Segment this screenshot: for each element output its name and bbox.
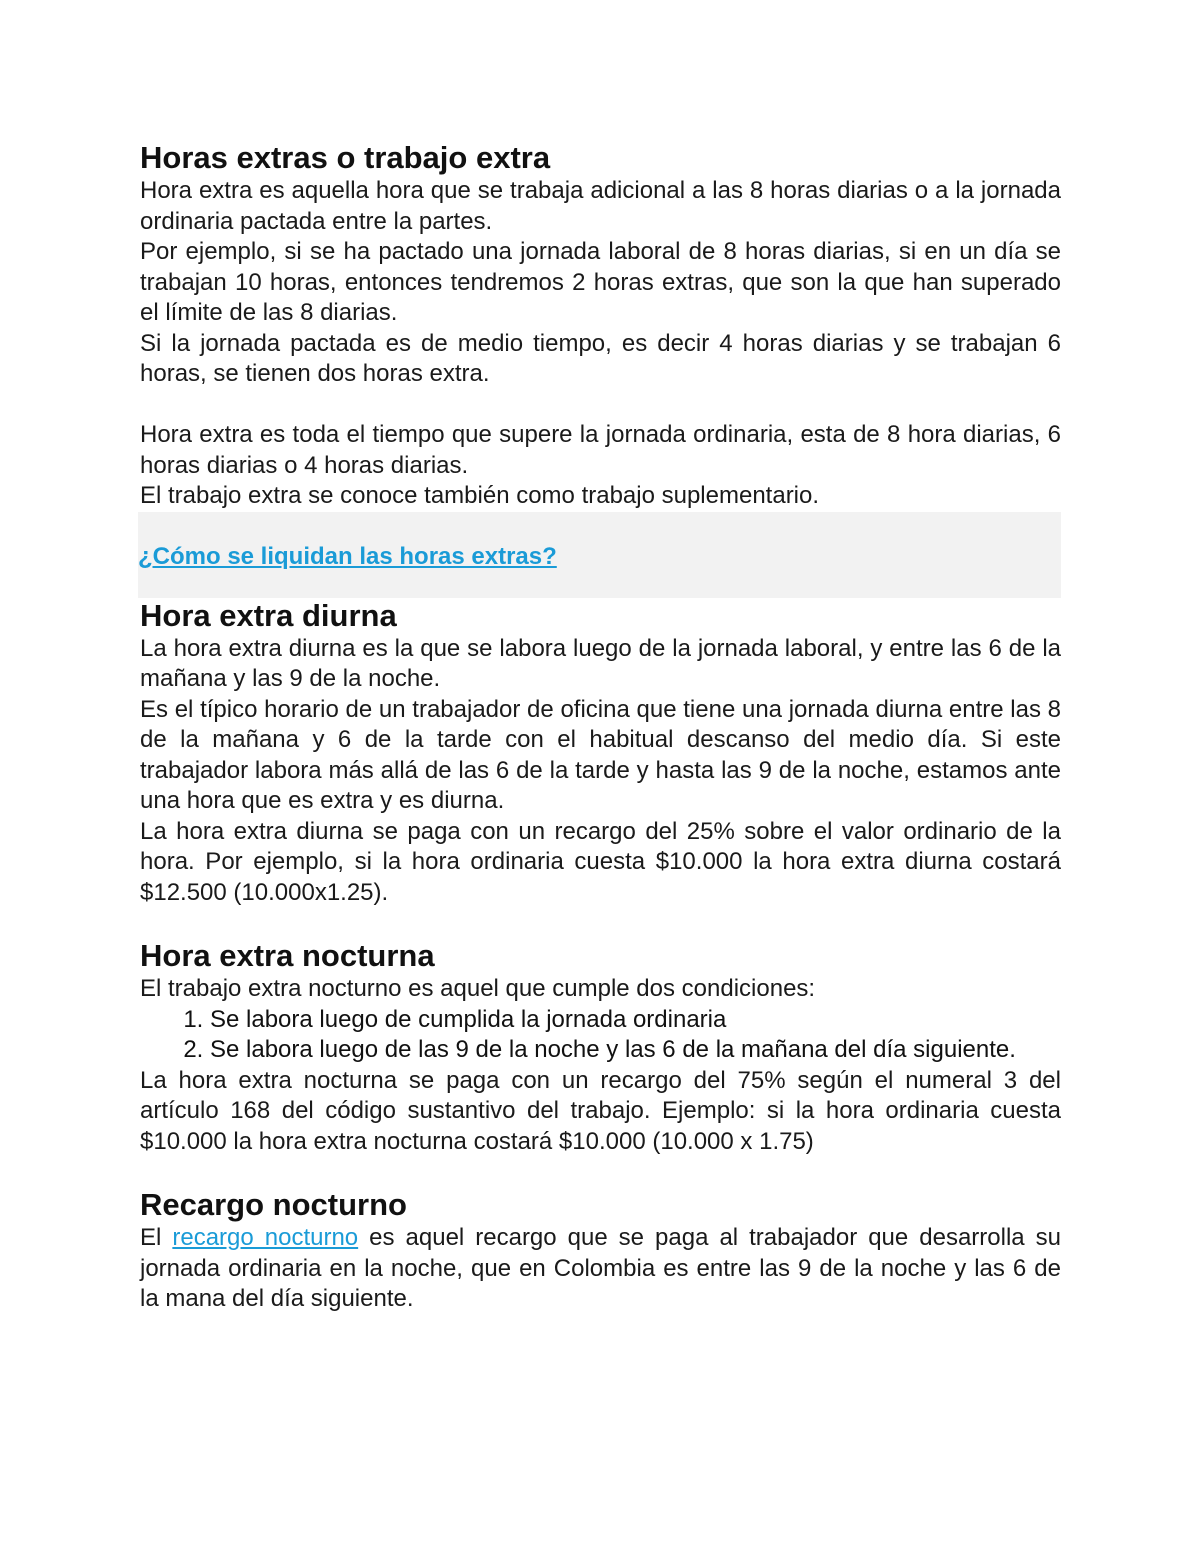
heading-horas-extras: Horas extras o trabajo extra xyxy=(140,140,551,175)
liquidation-link[interactable]: ¿Cómo se liquidan las horas extras? xyxy=(138,542,557,570)
heading-hora-extra-diurna: Hora extra diurna xyxy=(140,597,397,633)
blank-line xyxy=(140,390,1061,421)
paragraph-prefix: El xyxy=(140,1224,173,1251)
paragraph: Hora extra es toda el tiempo que supere la jornada ordinaria, esta de 8 hora diarias, 6 horas diarias o 4 horas diarias. xyxy=(140,421,1061,479)
recargo-nocturno-link[interactable]: recargo nocturno xyxy=(172,1224,359,1251)
paragraph: Si la jornada pactada es de medio tiempo, es decir 4 horas diarias y se trabajan 6 horas, se tienen dos horas extra. xyxy=(140,329,1061,387)
list-item: 2. Se labora luego de las 9 de la noche y las 6 de la mañana del día siguiente. xyxy=(210,1035,1061,1066)
paragraph: Es el típico horario de un trabajador de oficina que tiene una jornada diurna entre las 8 de la mañana y 6 de la tarde con el habitual descanso del medio día. Si este trabajador labora más allá de las 6 de la tarde y hasta las 9 de la noche, estamos ante una hora que es extra y es diurna. xyxy=(140,695,1061,814)
paragraph-suffix: es aquel recargo que se paga al trabajador que desarrolla su jornada ordinaria en la noche, que en Colombia es entre las 9 de la noche y las 6 de la mana del día siguiente. xyxy=(140,1224,1061,1312)
heading-recargo-nocturno: Recargo nocturno xyxy=(140,1187,407,1222)
paragraph: La hora extra diurna es la que se labora luego de la jornada laboral, y entre las 6 de la mañana y las 9 de la noche. xyxy=(140,634,1061,692)
paragraph: Hora extra es aquella hora que se trabaja adicional a las 8 horas diarias o a la jornada ordinaria pactada entre la partes. xyxy=(140,177,1061,235)
heading-hora-extra-nocturna: Hora extra nocturna xyxy=(140,938,435,973)
paragraph: Por ejemplo, si se ha pactado una jornada laboral de 8 horas diarias, si en un día se trabajan 10 horas, entonces tendremos 2 horas extras, que son la que han superado el límite de las 8 diarias. xyxy=(140,238,1061,326)
blank-line xyxy=(140,1157,1061,1187)
conditions-list xyxy=(140,1005,1061,1066)
paragraph: El trabajo extra nocturno es aquel que cumple dos condiciones: xyxy=(140,975,816,1002)
paragraph: La hora extra nocturna se paga con un recargo del 75% según el numeral 3 del artículo 168 del código sustantivo del trabajo. Ejemplo: si la hora ordinaria cuesta $10.000 la hora extra nocturna costará $10.000 (10.000 x 1.75) xyxy=(140,1066,1061,1155)
document-page xyxy=(140,140,1061,1315)
paragraph: La hora extra diurna se paga con un recargo del 25% sobre el valor ordinario de la hora. Por ejemplo, si la hora ordinaria cuesta $10.000 la hora extra diurna costará $12.500 (10.000x1.25). xyxy=(140,817,1061,906)
blank-line xyxy=(140,908,1061,938)
paragraph: El trabajo extra se conoce también como trabajo suplementario. xyxy=(140,482,820,509)
paragraph xyxy=(140,1223,1061,1315)
list-item: 1. Se labora luego de cumplida la jornada ordinaria xyxy=(210,1005,1061,1036)
callout-box xyxy=(138,512,1061,598)
